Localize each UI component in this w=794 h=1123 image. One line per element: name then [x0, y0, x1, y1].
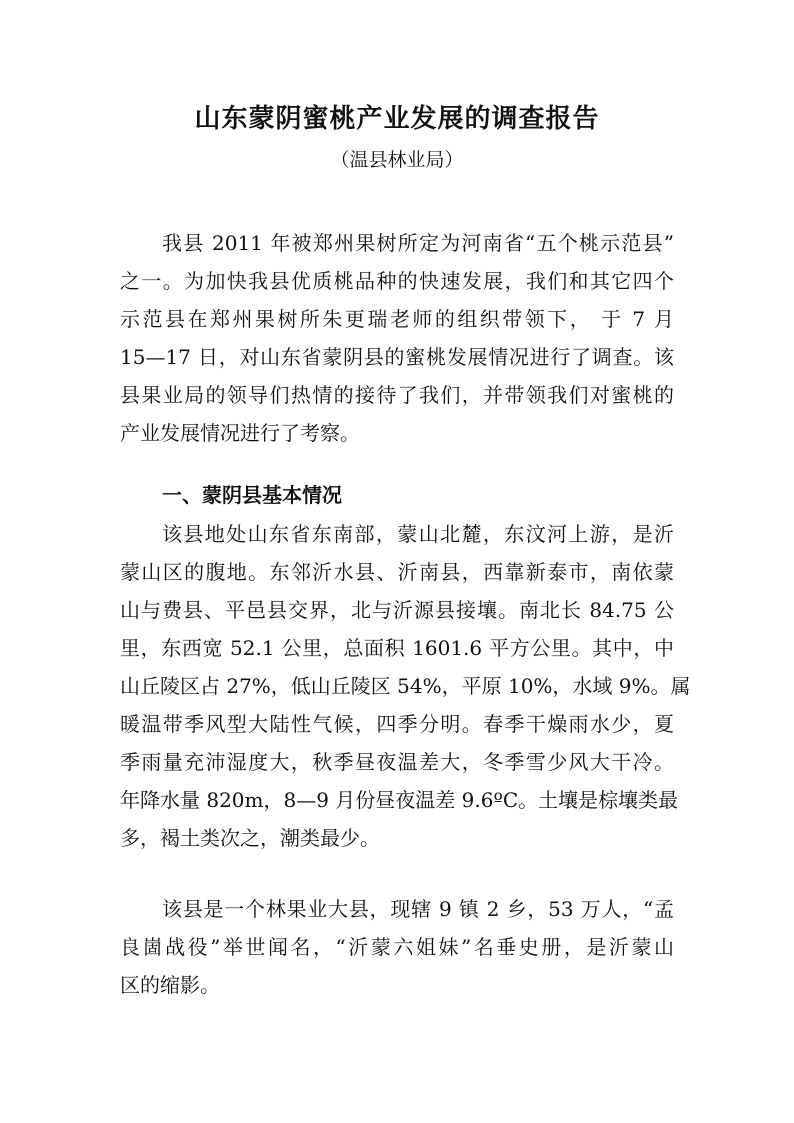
paragraph-3-line: 该县是一个林果业大县，现辖 9 镇 2 乡，53 万人，“孟: [162, 897, 674, 921]
paragraph-3-line: 区的缩影。: [120, 973, 220, 997]
paragraph-2-line: 蒙山区的腹地。东邻沂水县、沂南县，西靠新泰市，南依蒙: [120, 560, 674, 584]
paragraph-1-line: 我县 2011 年被郑州果树所定为河南省“五个桃示范县”: [162, 231, 674, 255]
paragraph-2-line: 里，东西宽 52.1 公里，总面积 1601.6 平方公里。其中，中: [120, 636, 674, 660]
paragraph-1-line: 之一。为加快我县优质桃品种的快速发展，我们和其它四个: [120, 269, 674, 293]
document-title: 山东蒙阴蜜桃产业发展的调查报告: [194, 104, 600, 134]
paragraph-2-line: 年降水量 820m，8—9 月份昼夜温差 9.6ºC。土壤是棕壤类最: [120, 788, 679, 812]
paragraph-1-line: 15—17 日，对山东省蒙阴县的蜜桃发展情况进行了调查。该: [120, 345, 674, 369]
paragraph-1-line: 县果业局的领导们热情的接待了我们，并带领我们对蜜桃的: [120, 383, 674, 407]
paragraph-2-line: 山丘陵区占 27%，低山丘陵区 54%，平原 10%，水域 9%。属: [120, 674, 691, 698]
paragraph-2-line: 该县地处山东省东南部，蒙山北麓，东汶河上游，是沂: [162, 522, 674, 546]
paragraph-2-line: 山与费县、平邑县交界，北与沂源县接壤。南北长 84.75 公: [120, 598, 674, 622]
paragraph-2-line: 季雨量充沛湿度大，秋季昼夜温差大，冬季雪少风大干冷。: [120, 750, 674, 774]
document-subtitle: （温县林业局）: [330, 149, 464, 171]
paragraph-3-line: 良崮战役”举世闻名，“沂蒙六姐妹”名垂史册，是沂蒙山: [120, 935, 674, 959]
section-heading: 一、蒙阴县基本情况: [162, 483, 342, 507]
paragraph-2-line: 暖温带季风型大陆性气候，四季分明。春季干燥雨水少，夏: [120, 712, 674, 736]
paragraph-1-line: 产业发展情况进行了考察。: [120, 421, 360, 445]
paragraph-1-line: 示范县在郑州果树所朱更瑞老师的组织带领下， 于 7 月: [120, 307, 674, 331]
paragraph-2-line: 多，褐土类次之，潮类最少。: [120, 826, 380, 850]
